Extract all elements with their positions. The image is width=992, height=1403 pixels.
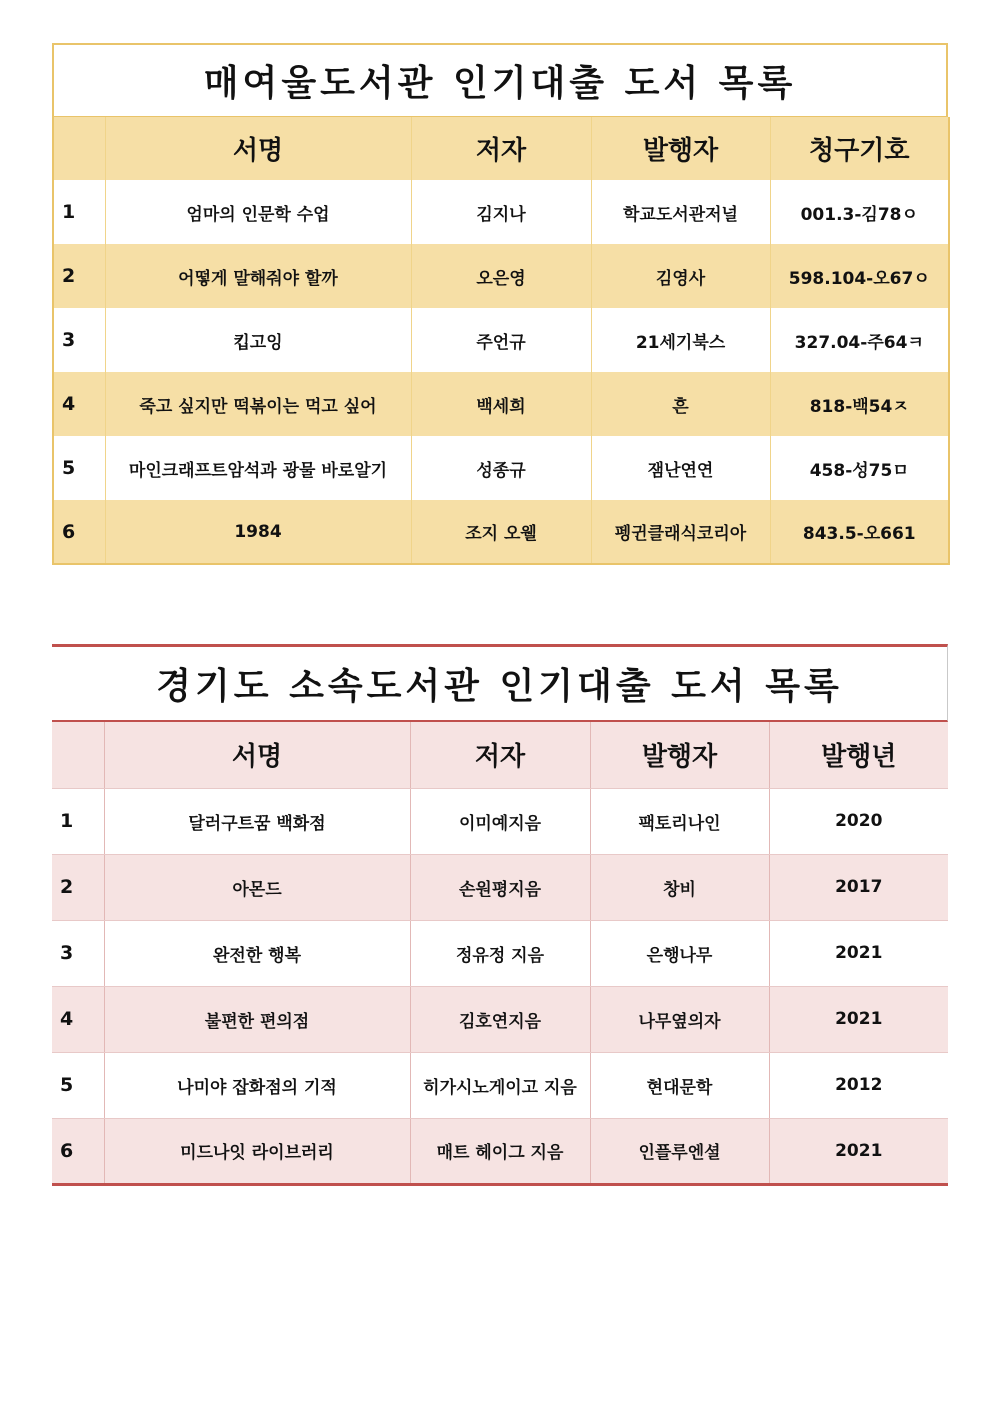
book-year: 2021 — [769, 920, 948, 986]
book-publisher: 잼난연연 — [591, 436, 770, 500]
book-author: 조지 오웰 — [411, 500, 591, 564]
book-author: 백세희 — [411, 372, 591, 436]
row-number: 6 — [52, 1118, 104, 1184]
book-title: 죽고 싶지만 떡볶이는 먹고 싶어 — [105, 372, 411, 436]
book-author: 손원평지음 — [410, 854, 590, 920]
book-title: 아몬드 — [104, 854, 410, 920]
book-title: 나미야 잡화점의 기적 — [104, 1052, 410, 1118]
row-number: 3 — [52, 920, 104, 986]
header-year: 발행년 — [769, 722, 948, 788]
book-publisher: 김영사 — [591, 244, 770, 308]
library-table-1 — [52, 43, 948, 565]
book-author: 히가시노게이고 지음 — [410, 1052, 590, 1118]
header-title: 서명 — [105, 117, 411, 180]
book-publisher: 펭귄클래식코리아 — [591, 500, 770, 564]
table-row — [52, 1118, 948, 1184]
table-row — [52, 1052, 948, 1118]
book-title: 엄마의 인문학 수업 — [105, 180, 411, 244]
book-title: 어떻게 말해줘야 할까 — [105, 244, 411, 308]
book-author: 김지나 — [411, 180, 591, 244]
library-table-2 — [52, 644, 948, 1186]
header-publisher: 발행자 — [590, 722, 769, 788]
table-row — [52, 920, 948, 986]
row-number: 4 — [52, 986, 104, 1052]
book-year: 2020 — [769, 788, 948, 854]
row-number: 4 — [53, 372, 105, 436]
table-1-grid — [52, 117, 950, 565]
row-number: 2 — [53, 244, 105, 308]
table-row — [53, 180, 949, 244]
book-title: 킵고잉 — [105, 308, 411, 372]
book-title: 달러구트꿈 백화점 — [104, 788, 410, 854]
table-row — [53, 372, 949, 436]
table-2-grid — [52, 722, 948, 1186]
table-row — [52, 986, 948, 1052]
table-row — [53, 308, 949, 372]
row-number: 5 — [53, 436, 105, 500]
row-number: 5 — [52, 1052, 104, 1118]
book-year: 2021 — [769, 986, 948, 1052]
header-no — [52, 722, 104, 788]
book-call-number: 458-성75ㅁ — [770, 436, 949, 500]
book-year: 2012 — [769, 1052, 948, 1118]
row-number: 2 — [52, 854, 104, 920]
table-1-header-row — [53, 117, 949, 180]
book-call-number: 327.04-주64ㅋ — [770, 308, 949, 372]
book-author: 김호연지음 — [410, 986, 590, 1052]
book-author: 이미예지음 — [410, 788, 590, 854]
book-title: 1984 — [105, 500, 411, 564]
book-publisher: 인플루엔셜 — [590, 1118, 769, 1184]
book-call-number: 818-백54ㅈ — [770, 372, 949, 436]
book-call-number: 843.5-오661 — [770, 500, 949, 564]
table-row — [53, 436, 949, 500]
table-row — [53, 500, 949, 564]
book-author: 정유정 지음 — [410, 920, 590, 986]
book-year: 2017 — [769, 854, 948, 920]
table-2-header-row — [52, 722, 948, 788]
book-publisher: 나무옆의자 — [590, 986, 769, 1052]
book-publisher: 현대문학 — [590, 1052, 769, 1118]
header-author: 저자 — [410, 722, 590, 788]
book-call-number: 598.104-오67ㅇ — [770, 244, 949, 308]
table-row — [52, 788, 948, 854]
row-number: 1 — [53, 180, 105, 244]
header-call-number: 청구기호 — [770, 117, 949, 180]
book-title: 불편한 편의점 — [104, 986, 410, 1052]
header-publisher: 발행자 — [591, 117, 770, 180]
header-no — [53, 117, 105, 180]
row-number: 6 — [53, 500, 105, 564]
header-title: 서명 — [104, 722, 410, 788]
book-title: 완전한 행복 — [104, 920, 410, 986]
book-publisher: 창비 — [590, 854, 769, 920]
book-publisher: 학교도서관저널 — [591, 180, 770, 244]
header-author: 저자 — [411, 117, 591, 180]
table-row — [52, 854, 948, 920]
table-1-title: 매여울도서관 인기대출 도서 목록 — [52, 43, 948, 117]
book-publisher: 은행나무 — [590, 920, 769, 986]
row-number: 1 — [52, 788, 104, 854]
book-year: 2021 — [769, 1118, 948, 1184]
book-title: 미드나잇 라이브러리 — [104, 1118, 410, 1184]
book-author: 매트 헤이그 지음 — [410, 1118, 590, 1184]
book-publisher: 팩토리나인 — [590, 788, 769, 854]
table-row — [53, 244, 949, 308]
book-publisher: 흔 — [591, 372, 770, 436]
book-title: 마인크래프트암석과 광물 바로알기 — [105, 436, 411, 500]
book-author: 주언규 — [411, 308, 591, 372]
row-number: 3 — [53, 308, 105, 372]
book-publisher: 21세기북스 — [591, 308, 770, 372]
book-author: 오은영 — [411, 244, 591, 308]
book-call-number: 001.3-김78ㅇ — [770, 180, 949, 244]
table-2-title: 경기도 소속도서관 인기대출 도서 목록 — [52, 644, 948, 722]
book-author: 성종규 — [411, 436, 591, 500]
